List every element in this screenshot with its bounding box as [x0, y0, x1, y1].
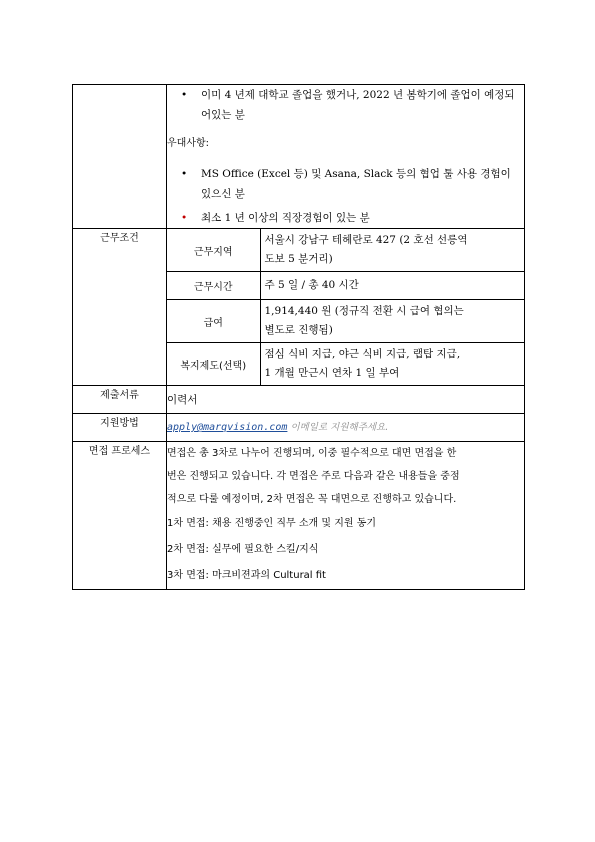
- interview-intro-line: 적으로 다룰 예정이며, 2차 면접은 꼭 대면으로 진행하고 있습니다.: [167, 494, 457, 505]
- work-location-label: 근무지역: [167, 229, 260, 272]
- apply-row: [73, 414, 525, 442]
- benefits-label: 복지제도(선택): [167, 343, 260, 386]
- interview-cell: [167, 442, 525, 590]
- apply-label: 지원방법: [73, 414, 167, 442]
- work-conditions-cell: [167, 229, 525, 386]
- work-location-value: 서울시 강남구 테헤란로 427 (2 호선 선릉역 도보 5 분거리): [260, 229, 524, 272]
- qualification-item: • 이미 4 년제 대학교 졸업을 했거나, 2022 년 봄학기에 졸업이 예정되어있는 분: [167, 85, 524, 125]
- work-conditions-row: [73, 229, 525, 386]
- documents-row: [73, 386, 525, 414]
- qualifications-cell: [167, 85, 525, 229]
- documents-label: 제출서류: [73, 386, 167, 414]
- interview-row: [73, 442, 525, 590]
- salary-value: 1,914,440 원 (정규직 전환 시 급여 협의는 별도로 진행됨): [260, 300, 524, 343]
- preferred-heading: 우대사항:: [167, 138, 210, 149]
- interview-intro-line: 면접은 총 3차로 나누어 진행되며, 이중 필수적으로 대면 면접을 한: [167, 448, 457, 459]
- apply-note: 이메일로 지원해주세요.: [287, 422, 389, 433]
- interview-step: 1차 면접: 채용 진행중인 직무 소개 및 지원 동기: [167, 518, 377, 529]
- apply-email-link[interactable]: apply@marqvision.com: [167, 422, 288, 433]
- salary-label: 급여: [167, 300, 260, 343]
- qualifications-row: [73, 85, 525, 229]
- preferred-item: • MS Office (Excel 등) 및 Asana, Slack 등의 협업 툴 사용 경험이 있으신 분: [167, 164, 524, 204]
- interview-intro-line: 번은 진행되고 있습니다. 각 면접은 주로 다음과 같은 내용들을 중점: [167, 471, 460, 482]
- work-conditions-table: [167, 229, 524, 385]
- work-hours-row: [167, 272, 524, 300]
- bullet-icon: •: [181, 89, 188, 101]
- job-posting-table: [72, 84, 525, 590]
- benefits-row: [167, 343, 524, 386]
- apply-value: [167, 414, 525, 442]
- qualifications-label-cell: [73, 85, 167, 229]
- interview-step: 3차 면접: 마크비젼과의 Cultural fit: [167, 570, 326, 581]
- preferred-item: • 최소 1 년 이상의 직장경험이 있는 분: [167, 208, 524, 228]
- documents-value: 이력서: [167, 386, 525, 414]
- work-location-row: [167, 229, 524, 272]
- interview-step: 2차 면접: 실무에 필요한 스킬/지식: [167, 544, 319, 555]
- work-hours-label: 근무시간: [167, 272, 260, 300]
- work-hours-value: 주 5 일 / 총 40 시간: [260, 272, 524, 300]
- bullet-icon: •: [181, 212, 188, 224]
- preferred-list: [167, 164, 524, 228]
- benefits-value: 점심 식비 지급, 야근 식비 지급, 랩탑 지급, 1 개월 만근시 연차 1 일 부여: [264, 348, 461, 379]
- bullet-icon: •: [181, 168, 188, 180]
- work-conditions-label: 근무조건: [73, 229, 167, 386]
- salary-row: [167, 300, 524, 343]
- interview-label: 면접 프로세스: [73, 442, 167, 590]
- qualification-list: [167, 85, 524, 125]
